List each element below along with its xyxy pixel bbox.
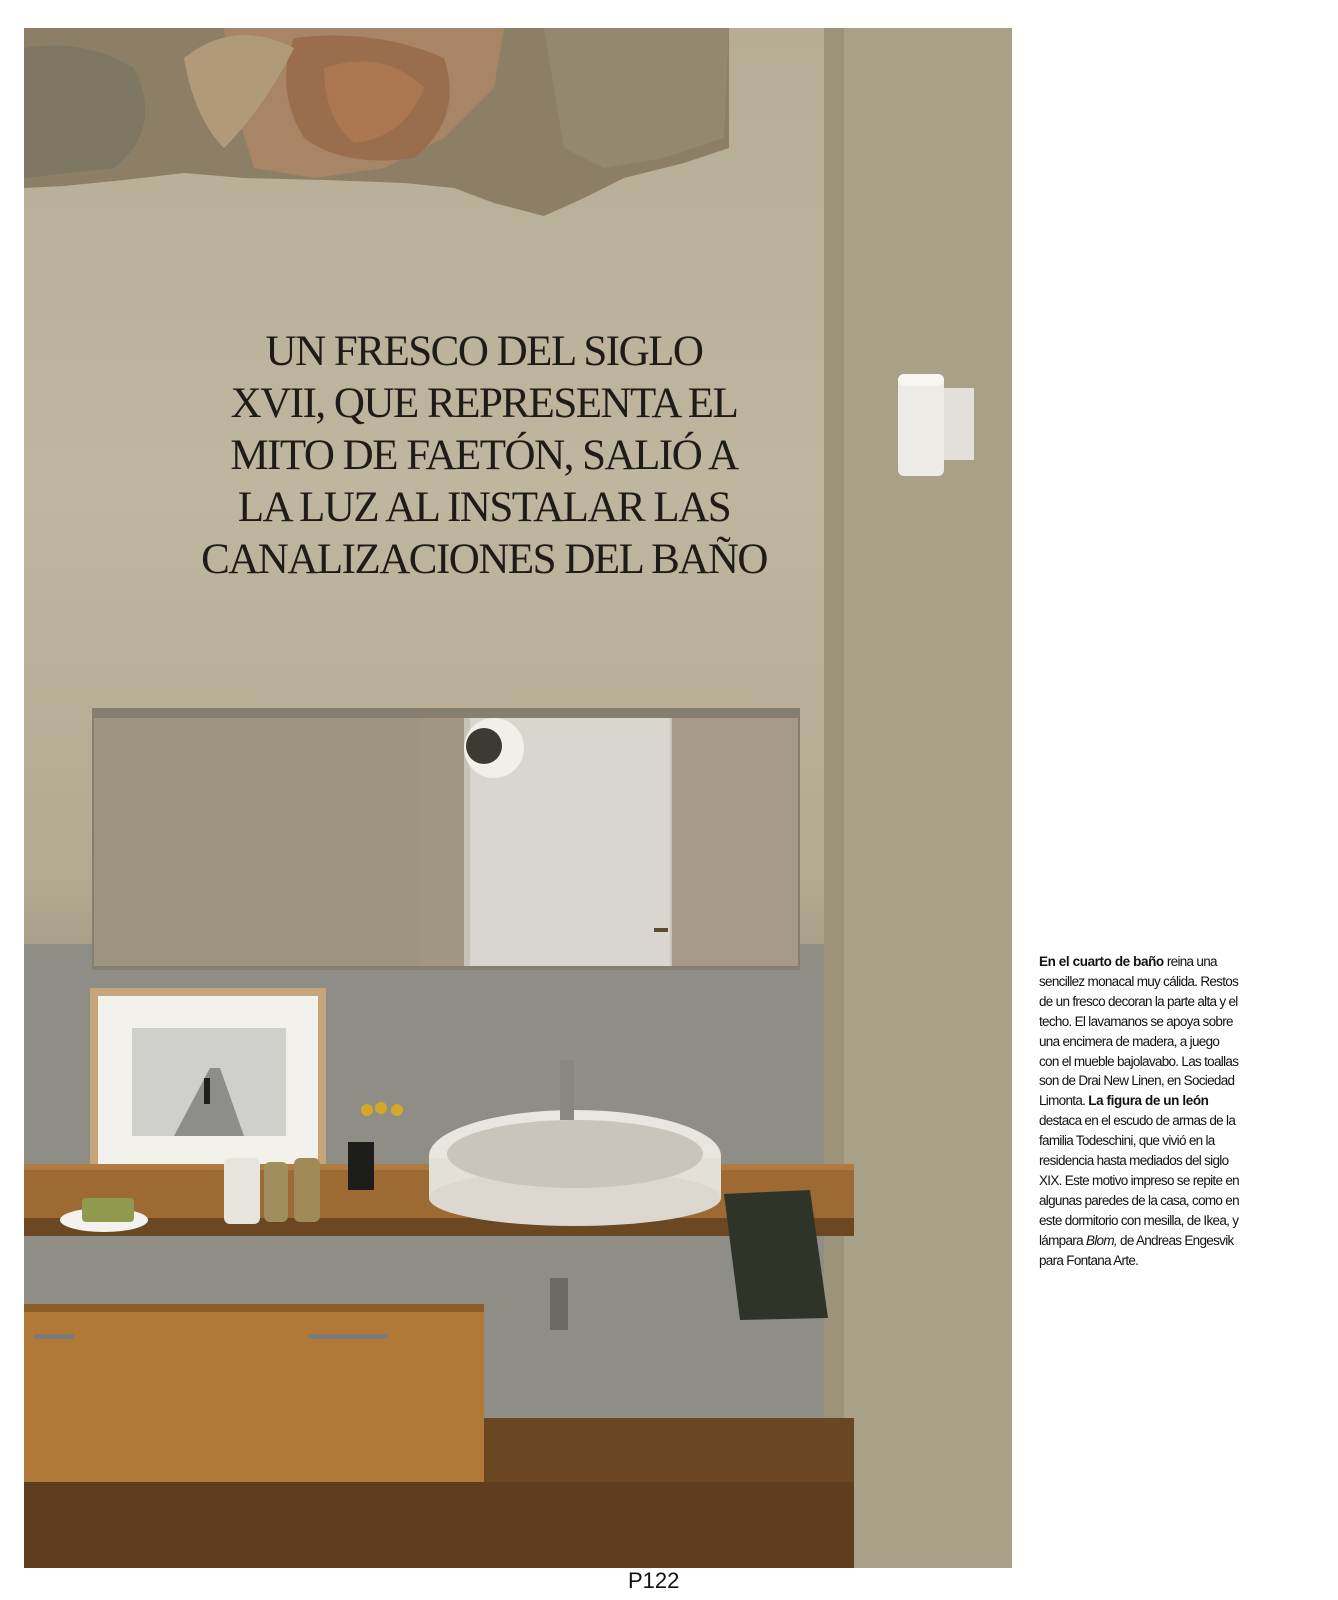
- photo-caption: [1039, 952, 1239, 1271]
- caption-lead-1: En el cuarto de baño: [1039, 954, 1164, 969]
- bathroom-photo: [24, 28, 1012, 1568]
- bathroom-scene-illustration: [24, 28, 1012, 1568]
- caption-text-2a: destaca en el escudo de armas de la familia Todeschini, que vivió en la residencia hasta mediados del siglo XIX. Este motivo impreso se repite en algunas paredes de la casa, como en este dormitorio con mesilla, de Ikea, y lámpara: [1039, 1113, 1239, 1248]
- pull-quote: UN FRESCO DEL SIGLO XVII, QUE REPRESENTA EL MITO DE FAETÓN, SALIÓ A LA LUZ AL INSTALAR LAS CANALIZACIONES DEL BAÑO: [201, 328, 767, 583]
- caption-text-1: reina una sencillez monacal muy cálida. Restos de un fresco decoran la parte alta y el techo. El lavamanos se apoya sobre una encimera de madera, a juego con el mueble bajolavabo. Las toallas son de Drai New Linen, en Sociedad Limonta.: [1039, 954, 1239, 1109]
- page-number: P122: [628, 1568, 680, 1593]
- caption-text-2-italic: Blom,: [1085, 1232, 1117, 1248]
- caption-text-2b: de Andreas Engesvik para Fontana Arte.: [1039, 1232, 1234, 1268]
- caption-lead-2: La figura de un león: [1088, 1093, 1209, 1109]
